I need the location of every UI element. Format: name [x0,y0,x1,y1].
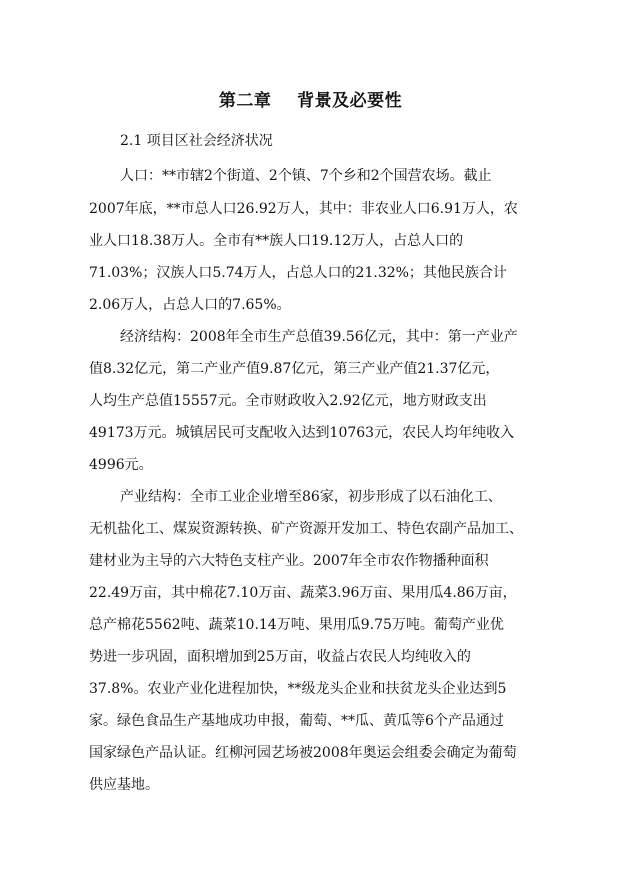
text-line: 国家绿色产品认证。红柳河园艺场被2008年奥运会组委会确定为葡萄 [89,745,517,761]
text-line: 经济结构：2008年全市生产总值39.56亿元，其中：第一产业产 [120,329,518,345]
text-line: 业人口18.38万人。全市有**族人口19.12万人，占总人口的 [89,233,464,249]
text-line: 4996元。 [89,457,153,473]
text-line: 人口：**市辖2个街道、2个镇、7个乡和2个国营农场。截止 [120,168,492,184]
text-line: 49173万元。城镇居民可支配收入达到10763元，农民人均年纯收入 [89,425,515,441]
text-line: 家。绿色食品生产基地成功申报，葡萄、**瓜、黄瓜等6个产品通过 [89,713,504,729]
text-line: 无机盐化工、煤炭资源转换、矿产资源开发加工、特色农副产品加工、 [89,521,523,537]
chapter-title: 第二章 背景及必要性 [218,91,403,111]
text-line: 总产棉花5562吨、蔬菜10.14万吨、果用瓜9.75万吨。葡萄产业优 [89,617,504,633]
text-line: 22.49万亩，其中棉花7.10万亩、蔬菜3.96万亩、果用瓜4.86万亩， [89,585,517,601]
text-line: 供应基地。 [89,777,159,793]
text-line: 产业结构：全市工业企业增至86家，初步形成了以石油化工、 [120,489,502,505]
section-heading: 2.1 项目区社会经济状况 [120,133,273,149]
text-line: 建材业为主导的六大特色支柱产业。2007年全市农作物播种面积 [89,553,489,569]
text-line: 人均生产总值15557元。全市财政收入2.92亿元，地方财政支出 [89,393,487,409]
text-line: 2.06万人，占总人口的7.65%。 [89,297,291,313]
text-line: 2007年底，**市总人口26.92万人，其中：非农业人口6.91万人，农 [89,201,518,217]
text-line: 值8.32亿元，第二产业产值9.87亿元，第三产业产值21.37亿元， [89,361,500,377]
text-line: 37.8%。农业产业化进程加快，**级龙头企业和扶贫龙头企业达到5 [89,681,507,697]
text-line: 势进一步巩固，面积增加到25万亩，收益占农民人均纯收入的 [89,649,471,665]
text-line: 71.03%；汉族人口5.74万人，占总人口的21.32%；其他民族合计 [89,265,507,281]
